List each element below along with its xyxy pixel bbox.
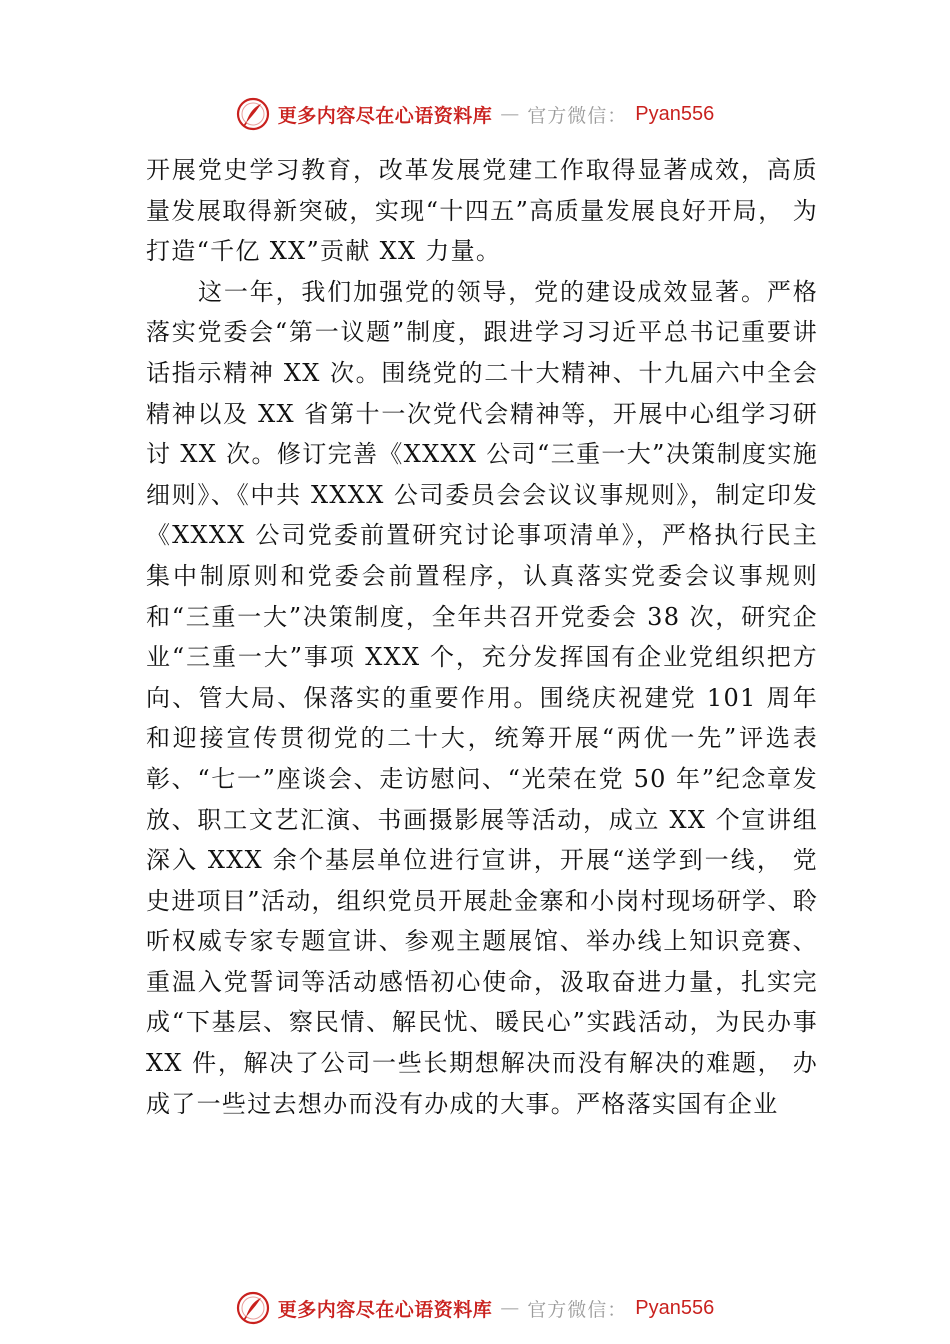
quill-pen-logo-icon bbox=[236, 1291, 270, 1325]
quill-pen-logo-icon bbox=[236, 97, 270, 131]
footer-wechat-id: Pyan556 bbox=[635, 1296, 715, 1319]
footer-site-text: 更多内容尽在心语资料库 bbox=[277, 1298, 493, 1321]
document-body bbox=[146, 150, 818, 1124]
header-wechat-id: Pyan556 bbox=[635, 102, 715, 125]
footer-wechat-label: 官方微信： bbox=[527, 1298, 628, 1321]
header-wechat-label: 官方微信： bbox=[527, 104, 628, 127]
header-site-text: 更多内容尽在心语资料库 bbox=[277, 104, 493, 127]
paragraph-continuation: 开展党史学习教育，改革发展党建工作取得显著成效，高质量发展取得新突破，实现“十四五”高质量发展良好开局， 为打造“千亿 XX”贡献 XX 力量。 bbox=[146, 156, 818, 266]
footer-banner bbox=[0, 1288, 950, 1328]
header-banner bbox=[0, 94, 950, 134]
footer-separator: — bbox=[500, 1297, 520, 1319]
paragraph-party-building: 这一年，我们加强党的领导，党的建设成效显著。严格落实党委会“第一议题”制度，跟进学习习近平总书记重要讲话指示精神 XX 次。围绕党的二十大精神、十九届六中全会精神以及 XX 省第十一次党代会精神等，开展中心组学习研讨 XX 次。修订完善《XXXX 公司“三重一大”决策制度实施细则》、《中共 XXXX 公司委员会会议议事规则》，制定印发《XXXX 公司党委前置研究讨论事项清单》，严格执行民主集中制原则和党委会前置程序，认真落实党委会议事规则和“三重一大”决策制度，全年共召开党委会 38 次，研究企业“三重一大”事项 XXX 个，充分发挥国有企业党组织把方向、管大局、保落实的重要作用。围绕庆祝建党 101 周年和迎接宣传贯彻党的二十大，统筹开展“两优一先”评选表彰、“七一”座谈会、走访慰问、“光荣在党 50 年”纪念章发放、职工文艺汇演、书画摄影展等活动，成立 XX 个宣讲组深入 XXX 余个基层单位进行宣讲，开展“送学到一线， 党史进项目”活动，组织党员开展赴金寨和小岗村现场研学、聆听权威专家专题宣讲、参观主题展馆、举办线上知识竞赛、重温入党誓词等活动感悟初心使命，汲取奋进力量，扎实完成“下基层、察民情、解民忧、暖民心”实践活动，为民办事 XX 件，解决了公司一些长期想解决而没有解决的难题， 办成了一些过去想办而没有办成的大事。严格落实国有企业 bbox=[146, 277, 818, 1118]
header-separator: — bbox=[500, 103, 520, 125]
